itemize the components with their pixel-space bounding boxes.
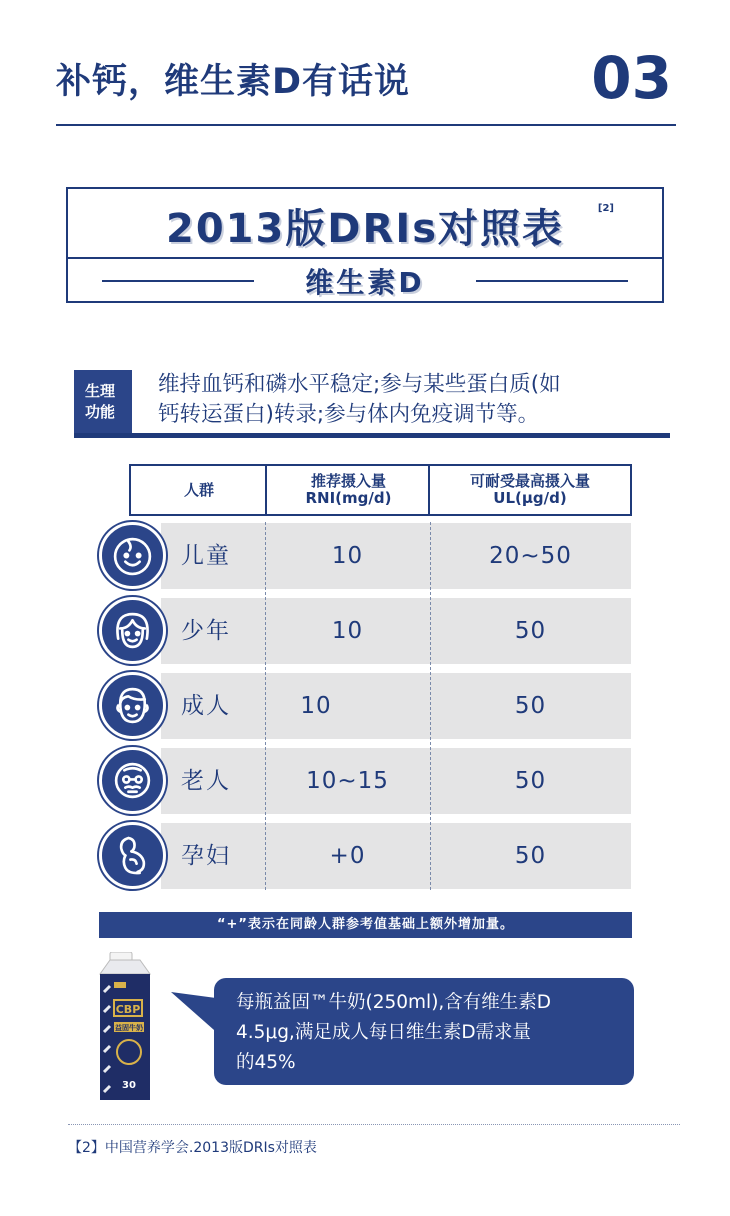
function-badge-line2: 功能 — [85, 403, 116, 421]
row-ul: 50 — [514, 768, 547, 794]
table-row — [161, 748, 631, 814]
row-rni: +0 — [329, 843, 366, 869]
header-group — [131, 466, 267, 514]
function-text — [158, 370, 668, 430]
footer-rule — [68, 1124, 680, 1125]
table-row — [161, 598, 631, 664]
callout-line2: 4.5μg,满足成人每日维生素D需求量 — [236, 1022, 532, 1043]
row-rni: 10~15 — [306, 768, 389, 794]
elder-face-icon — [99, 747, 166, 814]
page-number: 03 — [591, 44, 672, 112]
row-group: 成人 — [181, 693, 231, 719]
function-rule — [74, 433, 670, 438]
title-box — [66, 187, 664, 303]
row-rni: 10 — [331, 618, 364, 644]
child-face-icon — [99, 522, 166, 589]
header-rule — [56, 124, 676, 126]
pregnant-icon — [99, 822, 166, 889]
callout-line3: 的45% — [236, 1052, 296, 1073]
row-rni: 10 — [300, 693, 332, 719]
header-rni-line1: 推荐摄入量 — [310, 472, 386, 490]
product-callout — [214, 978, 634, 1085]
table-row — [161, 523, 631, 589]
citation-mark: [2] — [597, 203, 614, 214]
carton-brand: CBP — [115, 1003, 141, 1016]
table-row — [161, 673, 631, 739]
adult-face-icon — [99, 672, 166, 739]
header-ul-line1: 可耐受最高摄入量 — [469, 472, 590, 490]
row-ul: 50 — [514, 843, 547, 869]
teen-face-icon — [99, 597, 166, 664]
footnote-bar: “+”表示在同龄人群参考值基础上额外增加量。 — [99, 912, 632, 938]
header-rni-line2: RNI(mg/d) — [305, 489, 392, 507]
function-text-line2: 钙转运蛋白)转录;参与体内免疫调节等。 — [158, 402, 540, 427]
title-divider — [68, 257, 662, 259]
table-subtitle: 维生素D — [305, 266, 425, 299]
function-text-line1: 维持血钙和磷水平稳定;参与某些蛋白质(如 — [158, 372, 561, 397]
function-badge — [74, 370, 132, 434]
column-divider — [430, 522, 431, 890]
reference-text: 【2】中国营养学会.2013版DRIs对照表 — [68, 1140, 317, 1156]
function-badge-line1: 生理 — [85, 382, 116, 400]
header-group-label: 人群 — [183, 480, 214, 499]
carton-name: 益固牛奶 — [115, 1024, 143, 1032]
header-ul — [430, 466, 630, 514]
row-group: 老人 — [181, 768, 231, 794]
column-divider — [265, 522, 266, 890]
header-ul-line2: UL(μg/d) — [493, 489, 567, 507]
table-row — [161, 823, 631, 889]
page-title: 补钙，维生素D有话说 — [56, 62, 411, 102]
callout-line1: 每瓶益固™牛奶(250ml),含有维生素D — [236, 992, 552, 1013]
row-ul: 50 — [514, 618, 547, 644]
row-rni: 10 — [331, 543, 364, 569]
table-header — [129, 464, 632, 516]
header-rni — [267, 466, 430, 514]
row-group: 儿童 — [181, 543, 231, 569]
row-group: 孕妇 — [181, 843, 231, 869]
row-ul: 20~50 — [489, 543, 572, 569]
milk-carton-image — [94, 952, 156, 1102]
row-ul: 50 — [514, 693, 547, 719]
table-title: 2013版DRIs对照表 — [165, 206, 565, 252]
carton-number: 30 — [122, 1080, 136, 1091]
row-group: 少年 — [181, 618, 231, 644]
